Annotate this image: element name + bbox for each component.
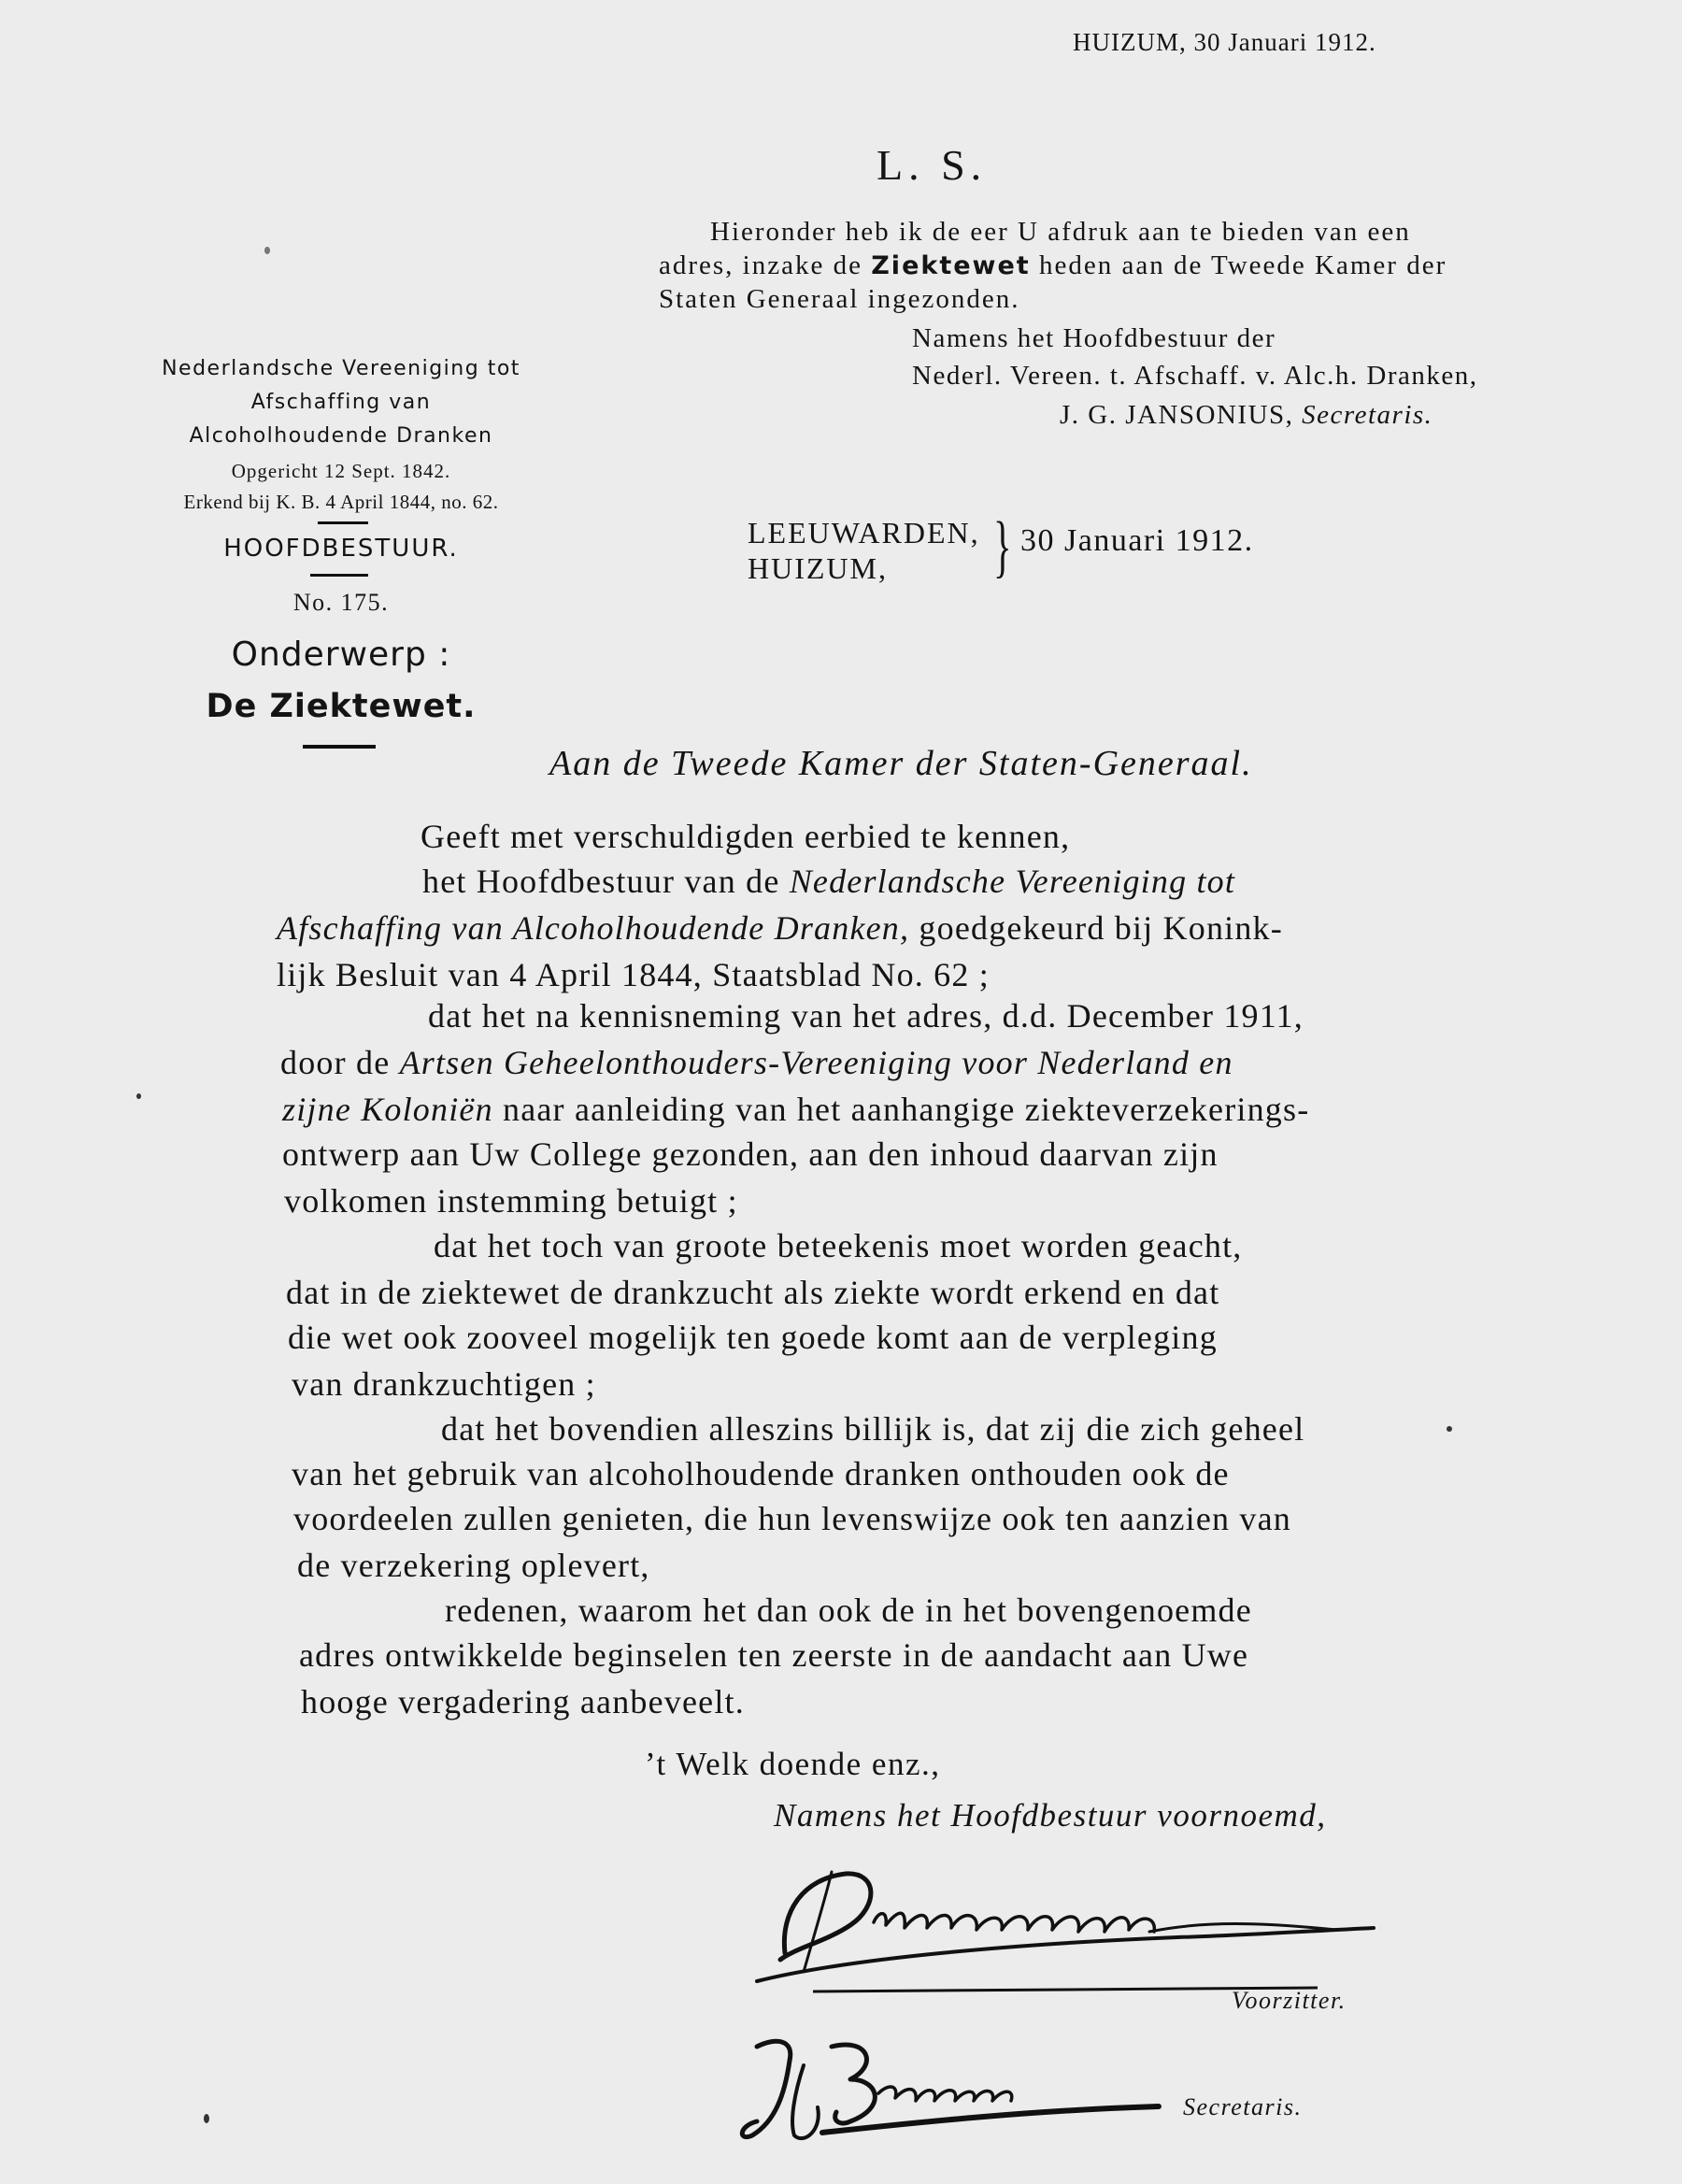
body-line-19: adres ontwikkelde beginselen ten zeerste in de aandacht aan Uwe bbox=[299, 1636, 1249, 1674]
role-secretary: Secretaris. bbox=[1183, 2093, 1303, 2120]
body-line-20: hooge vergadering aanbeveelt. bbox=[301, 1683, 745, 1720]
body-line-6-pre: door de bbox=[280, 1044, 400, 1081]
intro-line-1-text: Hieronder heb ik de eer U afdruk aan te bieden van een bbox=[710, 217, 1411, 247]
intro-line-2-post: heden aan de Tweede Kamer der bbox=[1030, 250, 1447, 280]
body-line-4: lijk Besluit van 4 April 1844, Staatsblad No. 62 ; bbox=[277, 956, 990, 993]
secretary-signature bbox=[738, 2028, 1168, 2149]
ls-heading: L. S. bbox=[877, 141, 988, 189]
place-date: 30 Januari 1912. bbox=[1020, 523, 1254, 558]
intro-line-3-text: Staten Generaal ingezonden. bbox=[659, 284, 1020, 314]
letterhead-number: No. 175. bbox=[292, 589, 390, 616]
paper-speck bbox=[1447, 1426, 1452, 1432]
closing-formula: ’t Welk doende enz., bbox=[645, 1746, 941, 1782]
body-line-17: de verzekering oplevert, bbox=[297, 1547, 650, 1584]
subject-title: De Ziektewet. bbox=[206, 688, 477, 725]
place-leeuwarden: LEEUWARDEN, bbox=[748, 516, 980, 550]
intro-line-3 bbox=[659, 284, 1020, 315]
body-line-11: dat in de ziektewet de drankzucht als ziekte wordt erkend en dat bbox=[286, 1274, 1220, 1311]
chairman-signature bbox=[738, 1855, 1383, 1995]
letterhead-recognized: Erkend bij K. B. 4 April 1844, no. 62. bbox=[183, 491, 499, 513]
artsen-org-italic-1: Artsen Geheelonthouders-Vereeniging voor Nederland en bbox=[399, 1044, 1233, 1081]
body-line-1: Geeft met verschuldigden eerbied te kennen, bbox=[420, 818, 1071, 855]
body-line-7-post: naar aanleiding van het aanhangige ziekteverzekerings- bbox=[492, 1091, 1310, 1128]
intro-line-2-pre: adres, inzake de bbox=[659, 250, 872, 280]
intro-ziektewet-bold: Ziektewet bbox=[871, 251, 1031, 280]
letterhead-org-line-3: Alcoholhoudende Dranken bbox=[189, 424, 493, 448]
body-line-2 bbox=[422, 862, 1235, 901]
body-line-3 bbox=[277, 908, 1283, 948]
body-line-5: dat het na kennisneming van het adres, d.d. December 1911, bbox=[428, 997, 1304, 1035]
paper-speck bbox=[264, 247, 270, 254]
addressee: Aan de Tweede Kamer der Staten-Generaal. bbox=[549, 744, 1253, 783]
top-date-line: HUIZUM, 30 Januari 1912. bbox=[1073, 28, 1376, 56]
body-line-13: van drankzuchtigen ; bbox=[292, 1365, 596, 1403]
secretary-title: Secretaris. bbox=[1302, 400, 1433, 430]
body-line-18: redenen, waarom het dan ook de in het bovengenoemde bbox=[445, 1592, 1252, 1629]
body-line-16: voordeelen zullen genieten, die hun levenswijze ook ten aanzien van bbox=[293, 1500, 1292, 1537]
intro-line-1 bbox=[710, 217, 1411, 248]
place-huizum: HUIZUM, bbox=[748, 551, 888, 585]
closing-on-behalf: Namens het Hoofdbestuur voornoemd, bbox=[774, 1797, 1327, 1834]
body-line-12: die wet ook zooveel mogelijk ten goede komt aan de verpleging bbox=[288, 1319, 1218, 1356]
letterhead-rule-2 bbox=[310, 574, 368, 577]
artsen-org-italic-2: zijne Koloniën bbox=[282, 1091, 493, 1128]
body-line-9: volkomen instemming betuigt ; bbox=[284, 1182, 738, 1220]
letterhead-founded: Opgericht 12 Sept. 1842. bbox=[231, 460, 451, 482]
org-name-italic-2: Afschaffing van Alcoholhoudende Dranken, bbox=[277, 909, 910, 947]
letterhead-org-line-2: Afschaffing van bbox=[250, 391, 432, 414]
body-line-2-pre: het Hoofdbestuur van de bbox=[422, 863, 790, 900]
signoff-line-2: Nederl. Vereen. t. Afschaff. v. Alc.h. Dranken, bbox=[912, 361, 1478, 391]
body-line-6 bbox=[280, 1043, 1233, 1082]
body-line-3-post: goedgekeurd bij Konink- bbox=[909, 909, 1283, 947]
letterhead-org-line-1: Nederlandsche Vereeniging tot bbox=[162, 357, 520, 380]
role-chairman: Voorzitter. bbox=[1232, 1987, 1347, 2014]
intro-line-2 bbox=[659, 250, 1447, 281]
paper-speck bbox=[204, 2114, 209, 2123]
letterhead-rule-1 bbox=[318, 521, 368, 524]
letterhead-board: HOOFDBESTUUR. bbox=[223, 535, 459, 563]
org-name-italic-1: Nederlandsche Vereeniging tot bbox=[789, 863, 1236, 900]
body-line-8: ontwerp aan Uw College gezonden, aan den inhoud daarvan zijn bbox=[282, 1135, 1219, 1173]
body-line-14: dat het bovendien alleszins billijk is, dat zij die zich geheel bbox=[441, 1410, 1305, 1448]
body-line-15: van het gebruik van alcoholhoudende dranken onthouden ook de bbox=[292, 1455, 1230, 1492]
body-line-10: dat het toch van groote beteekenis moet worden geacht, bbox=[434, 1227, 1243, 1264]
subject-label: Onderwerp : bbox=[231, 635, 451, 674]
secretary-name: J. G. JANSONIUS, bbox=[1060, 400, 1303, 430]
body-line-7 bbox=[282, 1090, 1309, 1129]
paper-speck bbox=[136, 1093, 141, 1099]
signoff-line-3 bbox=[1060, 400, 1433, 431]
place-brace: } bbox=[992, 508, 1012, 585]
signoff-line-1: Namens het Hoofdbestuur der bbox=[912, 323, 1276, 353]
letterhead-rule-3 bbox=[303, 745, 376, 749]
